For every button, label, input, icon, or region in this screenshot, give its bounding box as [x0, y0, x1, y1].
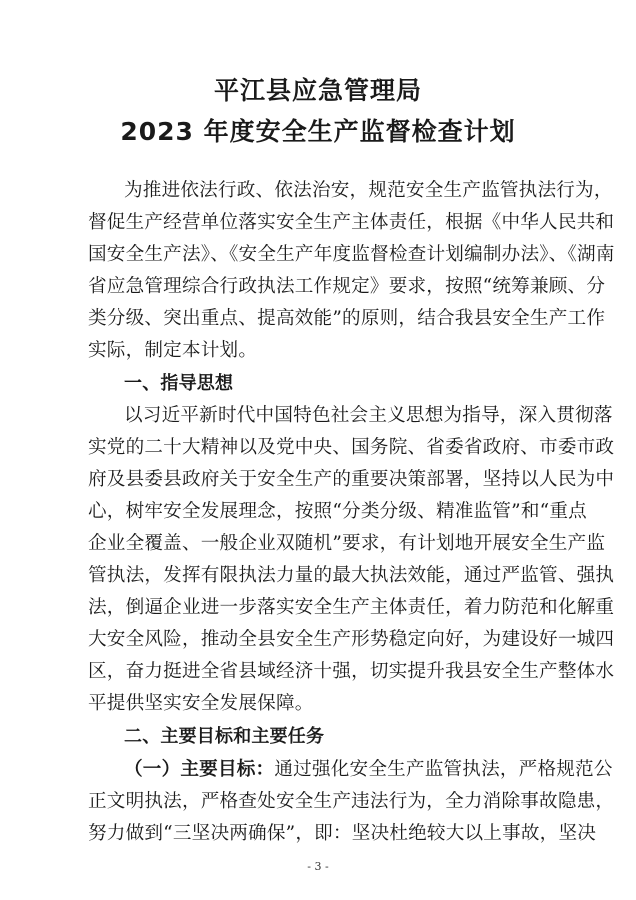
document-title-line1: 平江县应急管理局 — [213, 76, 422, 105]
paragraph-line: 大安全风险，推动全县安全生产形势稳定向好，为建设好一城四 — [88, 629, 615, 650]
paragraph-line: 为推进依法行政、依法治安，规范安全生产监管执法行为， — [124, 180, 613, 201]
paragraph-line: 国安全生产法》、《安全生产年度监督检查计划编制办法》、《湖南 — [88, 244, 615, 265]
paragraph-line: 心，树牢安全发展理念，按照“分类分级、精准监管”和“重点 — [88, 501, 587, 522]
section-heading: 一、指导思想 — [124, 373, 234, 394]
section-heading: 二、主要目标和主要任务 — [124, 726, 325, 747]
paragraph-line: 类分级、突出重点、提高效能”的原则，结合我县安全生产工作 — [88, 308, 606, 329]
paragraph-line: 区，奋力挺进全省县域经济十强，切实提升我县安全生产整体水 — [88, 661, 615, 682]
page-number: - 3 - — [307, 860, 329, 873]
subsection-label: （一）主要目标： — [124, 759, 275, 780]
paragraph-line: 实党的二十大精神以及党中央、国务院、省委省政府、市委市政 — [88, 437, 615, 458]
paragraph-line: 省应急管理综合行政执法工作规定》要求，按照“统筹兼顾、分 — [88, 276, 606, 297]
paragraph-line: 府及县委县政府关于安全生产的重要决策部署，坚持以人民为中 — [88, 469, 615, 490]
paragraph-line: 管执法，发挥有限执法力量的最大执法效能，通过严监管、强执 — [88, 565, 615, 586]
paragraph-line — [124, 759, 613, 781]
paragraph-line: 以习近平新时代中国特色社会主义思想为指导，深入贯彻落 — [124, 405, 613, 426]
paragraph-line: 企业全覆盖、一般企业双随机”要求，有计划地开展安全生产监 — [88, 533, 606, 554]
paragraph-line: 平提供坚实安全发展保障。 — [88, 693, 314, 714]
paragraph-line: 努力做到“三坚决两确保”，即：坚决杜绝较大以上事故，坚决 — [88, 823, 597, 844]
paragraph-line: 实际，制定本计划。 — [88, 340, 258, 361]
paragraph-line: 法，倒逼企业进一步落实安全生产主体责任，着力防范和化解重 — [88, 597, 615, 618]
paragraph-line: 正文明执法，严格查处安全生产违法行为，全力消除事故隐患， — [88, 791, 615, 812]
subsection-text: 通过强化安全生产监管执法，严格规范公 — [274, 759, 613, 780]
document-title-line2: 2023 年度安全生产监督检查计划 — [120, 117, 516, 146]
paragraph-line: 督促生产经营单位落实安全生产主体责任，根据《中华人民共和 — [88, 212, 615, 233]
